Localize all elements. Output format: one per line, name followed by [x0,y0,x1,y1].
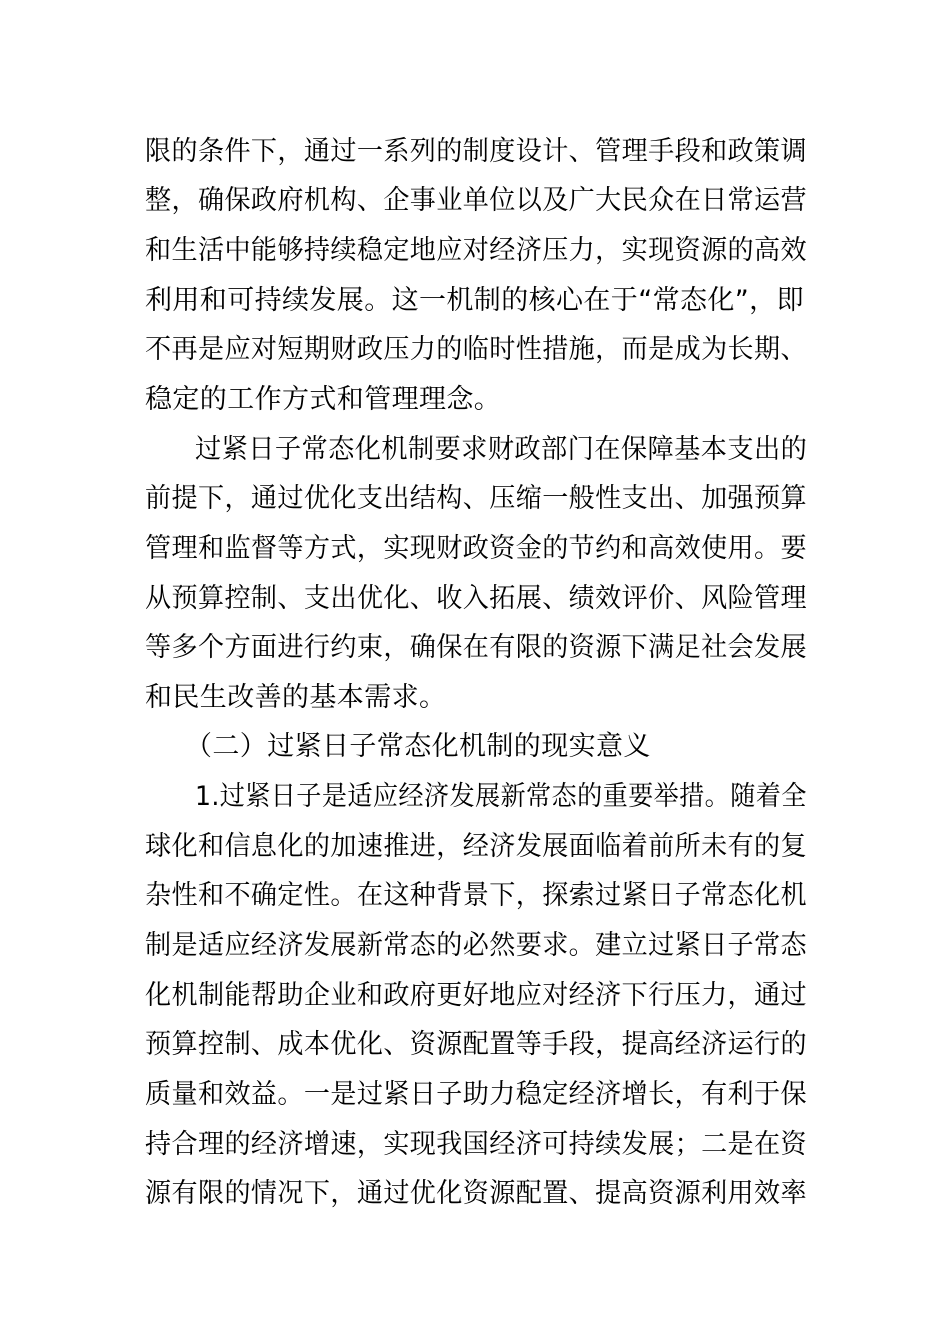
text-line: 不再是应对短期财政压力的临时性措施，而是成为长期、 [145,334,807,365]
text-line: 预算控制、成本优化、资源配置等手段，提高经济运行的 [145,1029,807,1060]
text-line: 稳定的工作方式和管理理念。 [145,384,502,415]
text-line: 制是适应经济发展新常态的必然要求。建立过紧日子常态 [145,930,807,961]
text-line: 质量和效益。一是过紧日子助力稳定经济增长，有利于保 [145,1079,807,1110]
text-line: 和生活中能够持续稳定地应对经济压力，实现资源的高效 [145,235,807,266]
text-line: 等多个方面进行约束，确保在有限的资源下满足社会发展 [145,632,807,663]
text-line: 球化和信息化的加速推进，经济发展面临着前所未有的复 [145,831,807,862]
text-line: 从预算控制、支出优化、收入拓展、绩效评价、风险管理 [145,583,807,614]
text-line: 限的条件下，通过一系列的制度设计、管理手段和政策调 [145,136,807,167]
text-line: 和民生改善的基本需求。 [145,682,447,713]
section-heading: （二）过紧日子常态化机制的现实意义 [185,731,651,762]
paragraph-first-line: 1.过紧日子是适应经济发展新常态的重要举措。随着全 [195,781,807,812]
paragraph-first-line: 过紧日子常态化机制要求财政部门在保障基本支出的 [195,434,808,465]
text-line: 持合理的经济增速，实现我国经济可持续发展；二是在资 [145,1129,807,1160]
text-line: 化机制能帮助企业和政府更好地应对经济下行压力，通过 [145,980,807,1011]
text-line: 管理和监督等方式，实现财政资金的节约和高效使用。要 [145,533,807,564]
text-line: 利用和可持续发展。这一机制的核心在于“常态化”，即 [145,285,804,316]
text-line: 整，确保政府机构、企事业单位以及广大民众在日常运营 [145,185,807,216]
text-line: 前提下，通过优化支出结构、压缩一般性支出、加强预算 [145,483,807,514]
text-line: 源有限的情况下，通过优化资源配置、提高资源利用效率 [145,1178,807,1209]
text-line: 杂性和不确定性。在这种背景下，探索过紧日子常态化机 [145,880,807,911]
